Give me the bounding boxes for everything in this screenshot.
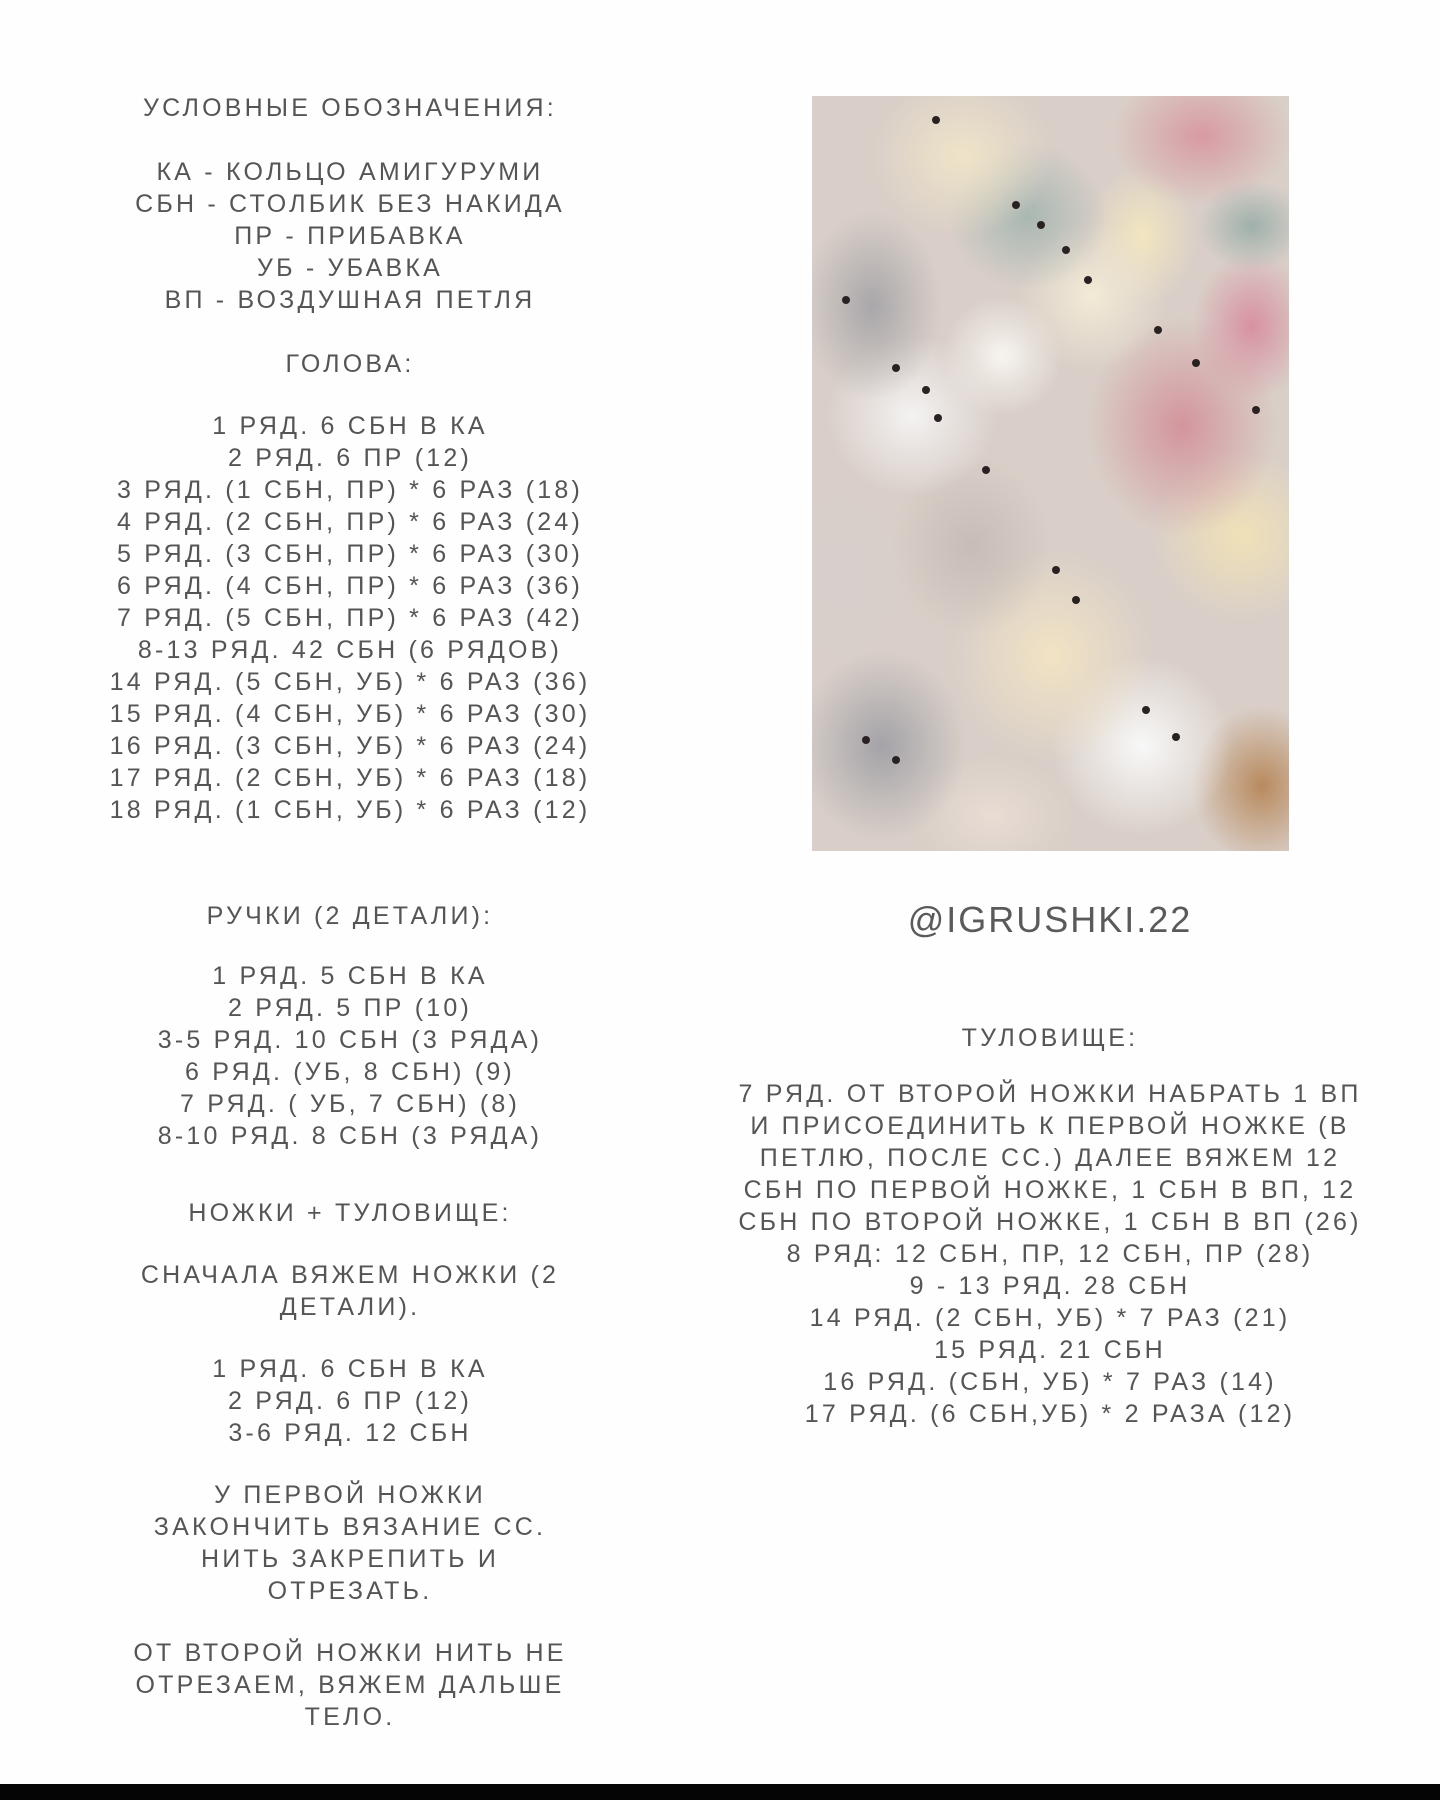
arms-row: 6 РЯД. (УБ, 8 СБН) (9): [185, 1058, 515, 1086]
legs-row: 3-6 РЯД. 12 СБН: [228, 1419, 472, 1447]
body-row: СБН ПО ПЕРВОЙ НОЖКЕ, 1 СБН В ВП, 12: [743, 1176, 1357, 1204]
head-row: 7 РЯД. (5 СБН, ПР) * 6 РАЗ (42): [117, 604, 583, 632]
legend-item: СБН - СТОЛБИК БЕЗ НАКИДА: [135, 190, 565, 218]
toy-eye-icon: [1072, 596, 1080, 604]
arms-title: РУЧКИ (2 ДЕТАЛИ):: [206, 902, 494, 930]
toy-eye-icon: [922, 386, 930, 394]
body-row: 16 РЯД. (СБН, УБ) * 7 РАЗ (14): [823, 1368, 1277, 1396]
head-title: ГОЛОВА:: [285, 350, 415, 378]
toy-eye-icon: [1172, 733, 1180, 741]
toy-eye-icon: [862, 736, 870, 744]
head-row: 16 РЯД. (3 СБН, УБ) * 6 РАЗ (24): [109, 732, 591, 760]
toy-eye-icon: [1192, 359, 1200, 367]
legend-item: УБ - УБАВКА: [256, 254, 444, 282]
legs-note-line: У ПЕРВОЙ НОЖКИ: [214, 1481, 486, 1509]
head-section: [40, 348, 660, 826]
toy-eye-icon: [1037, 221, 1045, 229]
toy-eye-icon: [892, 364, 900, 372]
toy-eye-icon: [1012, 201, 1020, 209]
legs-section: [40, 1197, 660, 1733]
body-row: ПЕТЛЮ, ПОСЛЕ СС.) ДАЛЕЕ ВЯЖЕМ 12: [759, 1144, 1341, 1172]
legend-item: КА - КОЛЬЦО АМИГУРУМИ: [156, 158, 544, 186]
head-row: 8-13 РЯД. 42 СБН (6 РЯДОВ): [137, 636, 563, 664]
body-section: [690, 1022, 1410, 1430]
body-row: СБН ПО ВТОРОЙ НОЖКЕ, 1 СБН В ВП (26): [738, 1208, 1362, 1236]
arms-row: 2 РЯД. 5 ПР (10): [228, 994, 472, 1022]
legs-row: 2 РЯД. 6 ПР (12): [228, 1387, 472, 1415]
body-row: 8 РЯД: 12 СБН, ПР, 12 СБН, ПР (28): [786, 1240, 1314, 1268]
toy-eye-icon: [1084, 276, 1092, 284]
left-column: [40, 92, 660, 316]
toy-eye-icon: [982, 466, 990, 474]
toy-eye-icon: [1142, 706, 1150, 714]
legend-section: [40, 92, 660, 316]
body-row: И ПРИСОЕДИНИТЬ К ПЕРВОЙ НОЖКЕ (В: [750, 1112, 1350, 1140]
legs-intro-line: СНАЧАЛА ВЯЖЕМ НОЖКИ (2: [140, 1261, 560, 1289]
toy-eye-icon: [1154, 326, 1162, 334]
legs-row: 1 РЯД. 6 СБН В КА: [212, 1355, 488, 1383]
body-row: 14 РЯД. (2 СБН, УБ) * 7 РАЗ (21): [809, 1304, 1291, 1332]
toy-eye-icon: [932, 116, 940, 124]
arms-row: 3-5 РЯД. 10 СБН (3 РЯДА): [157, 1026, 543, 1054]
legs-note-line: ОТ ВТОРОЙ НОЖКИ НИТЬ НЕ: [133, 1639, 567, 1667]
head-row: 14 РЯД. (5 СБН, УБ) * 6 РАЗ (36): [109, 668, 591, 696]
toy-eye-icon: [934, 414, 942, 422]
arms-row: 7 РЯД. ( УБ, 7 СБН) (8): [179, 1090, 521, 1118]
legs-intro-line: ДЕТАЛИ).: [279, 1293, 421, 1321]
instagram-handle: @IGRUSHKI.22: [907, 899, 1193, 940]
head-row: 17 РЯД. (2 СБН, УБ) * 6 РАЗ (18): [109, 764, 591, 792]
head-row: 1 РЯД. 6 СБН В КА: [212, 412, 488, 440]
head-row: 3 РЯД. (1 СБН, ПР) * 6 РАЗ (18): [117, 476, 583, 504]
head-row: 6 РЯД. (4 СБН, ПР) * 6 РАЗ (36): [117, 572, 583, 600]
toy-eye-icon: [1062, 246, 1070, 254]
body-row: 9 - 13 РЯД. 28 СБН: [909, 1272, 1191, 1300]
legs-note-line: ТЕЛО.: [304, 1703, 396, 1731]
legend-item: ВП - ВОЗДУШНАЯ ПЕТЛЯ: [164, 286, 536, 314]
bottom-bar: [0, 1784, 1440, 1800]
body-row: 15 РЯД. 21 СБН: [934, 1336, 1166, 1364]
legs-note-line: НИТЬ ЗАКРЕПИТЬ И: [200, 1545, 500, 1573]
toy-eye-icon: [892, 756, 900, 764]
legend-item: ПР - ПРИБАВКА: [234, 222, 466, 250]
legs-title: НОЖКИ + ТУЛОВИЩЕ:: [188, 1199, 512, 1227]
toy-eye-icon: [842, 296, 850, 304]
body-row: 17 РЯД. (6 СБН,УБ) * 2 РАЗА (12): [804, 1400, 1296, 1428]
legend-title: УСЛОВНЫЕ ОБОЗНАЧЕНИЯ:: [143, 94, 557, 122]
head-row: 2 РЯД. 6 ПР (12): [228, 444, 472, 472]
toy-eye-icon: [1252, 406, 1260, 414]
head-row: 4 РЯД. (2 СБН, ПР) * 6 РАЗ (24): [117, 508, 583, 536]
legs-note-line: ОТРЕЗАТЬ.: [267, 1577, 433, 1605]
head-row: 15 РЯД. (4 СБН, УБ) * 6 РАЗ (30): [109, 700, 591, 728]
arms-row: 8-10 РЯД. 8 СБН (3 РЯДА): [157, 1122, 543, 1150]
body-title: ТУЛОВИЩЕ:: [961, 1024, 1139, 1052]
amigurumi-photo: [812, 96, 1289, 851]
arms-row: 1 РЯД. 5 СБН В КА: [212, 962, 488, 990]
legs-note-line: ЗАКОНЧИТЬ ВЯЗАНИЕ СС.: [153, 1513, 547, 1541]
head-row: 5 РЯД. (3 СБН, ПР) * 6 РАЗ (30): [117, 540, 583, 568]
head-row: 18 РЯД. (1 СБН, УБ) * 6 РАЗ (12): [109, 796, 591, 824]
toy-eye-icon: [1052, 566, 1060, 574]
body-row: 7 РЯД. ОТ ВТОРОЙ НОЖКИ НАБРАТЬ 1 ВП: [738, 1080, 1362, 1108]
legs-note-line: ОТРЕЗАЕМ, ВЯЖЕМ ДАЛЬШЕ: [135, 1671, 565, 1699]
arms-section: [40, 900, 660, 1152]
